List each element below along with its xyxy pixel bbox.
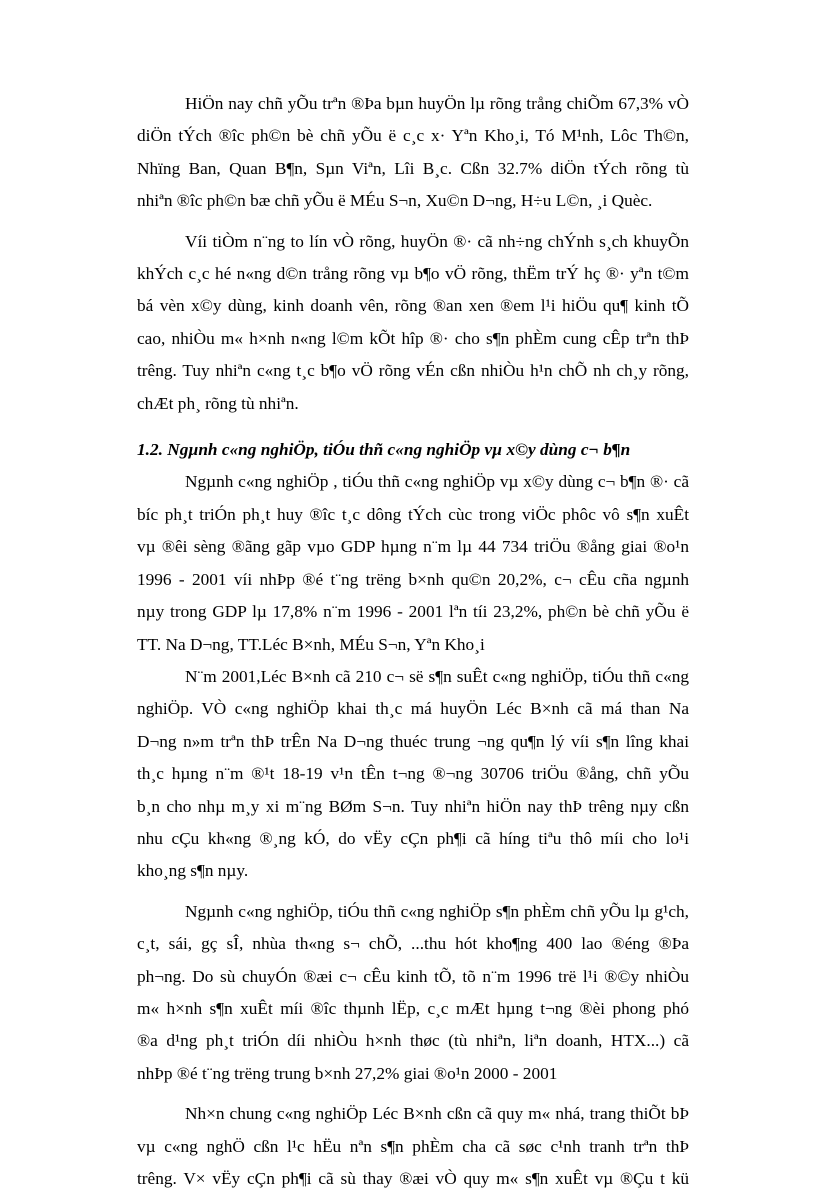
text-line: ®a d¹ng ph¸t triÓn díi nhiÒu h×nh thøc (tù nhiªn, liªn doanh, HTX...) cã [137,1031,689,1051]
text-line: trêng. V× vËy cÇn ph¶i cã sù thay ®æi vÒ quy m« s¶n xuÊt vµ ®Çu t kü [137,1169,689,1188]
text-line: b¸n cho nhµ m¸y xi m¨ng BØm S¬n. Tuy nhiªn hiÖn nay thÞ trêng nµy cßn [137,796,689,816]
text-line: m« h×nh s¶n xuÊt míi ®îc thµnh lËp, c¸c mÆt hµng t¬ng ®èi phong phó [137,998,689,1018]
text-line: khÝch c¸c hé n«ng d©n trång rõng vµ b¶o vÖ rõng, thËm trÝ hç ®· yªn t©m [137,264,689,284]
document-page [137,88,689,1195]
text-line: Ngµnh c«ng nghiÖp, tiÓu thñ c«ng nghiÖp s¶n phÈm chñ yÕu lµ g¹ch, [185,901,689,921]
text-line: Nhïng Ban, Quan B¶n, Sµn Viªn, Lîi B¸c. Cßn 32.7% diÖn tÝch rõng tù [137,158,689,178]
text-line: kho¸ng s¶n nµy. [137,861,249,881]
text-line: 1996 - 2001 víi nhÞp ®é t¨ng trëng b×nh qu©n 20,2%, c¬ cÊu cña ngµnh [137,569,689,589]
text-line: th¸c hµng n¨m ®¹t 18-19 v¹n tÊn t¬ng ®¬ng 30706 triÖu ®ång, chñ yÕu [137,764,689,784]
text-line: vµ c«ng nghÖ cßn l¹c hËu nªn s¶n phÈm cha cã søc c¹nh tranh trªn thÞ [137,1136,689,1156]
text-line: trêng. Tuy nhiªn c«ng t¸c b¶o vÖ rõng vÉn cßn nhiÒu h¹n chÕ nh ch¸y rõng, [137,361,689,381]
paragraph-forest-plantation [137,88,689,218]
text-line: Víi tiÒm n¨ng to lín vÒ rõng, huyÖn ®· cã nh÷ng chÝnh s¸ch khuyÕn [185,231,689,251]
text-line: nµy trong GDP lµ 17,8% n¨m 1996 - 2001 lªn tíi 23,2%, ph©n bè chñ yÕu ë [137,602,689,622]
text-line: TT. Na D¬ng, TT.Léc B×nh, MÉu S¬n, Yªn Kho¸i [137,634,485,654]
text-line: diÖn tÝch ®îc ph©n bè chñ yÕu ë c¸c x· Yªn Kho¸i, Tó M¹nh, Lôc Th©n, [137,126,689,146]
paragraph-conclusion [137,1098,689,1195]
text-line: D¬ng n»m trªn thÞ trÊn Na D¬ng thuéc trung ¬ng qu¶n lý víi s¶n lîng khai [137,731,689,751]
section-heading: 1.2. Ngµnh c«ng nghiÖp, tiÓu thñ c«ng nghiÖp vµ x©y dùng c¬ b¶n [137,440,631,460]
paragraph-mining [137,661,689,888]
text-line: bá vèn x©y dùng, kinh doanh vên, rõng ®an xen ®em l¹i hiÖu qu¶ kinh tÕ [137,296,689,316]
paragraph-products [137,896,689,1090]
text-line: nhu cÇu kh«ng ®¸ng kÓ, do vËy cÇn ph¶i cã híng tiªu thô míi cho lo¹i [137,828,689,848]
text-line: nhiªn ®îc ph©n bæ chñ yÕu ë MÉu S¬n, Xu©n D¬ng, H÷u L©n, ¸i Quèc. [137,191,653,211]
text-line: nghiÖp. VÒ c«ng nghiÖp khai th¸c má huyÖn Léc B×nh cã má than Na [137,699,689,719]
text-line: Nh×n chung c«ng nghiÖp Léc B×nh cßn cã quy m« nhá, trang thiÕt bÞ [185,1104,689,1124]
paragraph-industry-overview [137,466,689,660]
text-line: Ngµnh c«ng nghiÖp , tiÓu thñ c«ng nghiÖp vµ x©y dùng c¬ b¶n ®· cã [185,472,689,492]
text-line: N¨m 2001,Léc B×nh cã 210 c¬ së s¶n suÊt c«ng nghiÖp, tiÓu thñ c«ng [185,666,689,686]
text-line: c¸t, sái, gç sÎ, nhùa th«ng s¬ chÕ, ...thu hót kho¶ng 400 lao ®éng ®Þa [137,934,689,954]
text-line: nhÞp ®é t¨ng trëng trung b×nh 27,2% giai ®o¹n 2000 - 2001 [137,1063,558,1083]
text-line: chÆt ph¸ rõng tù nhiªn. [137,393,299,413]
text-line: HiÖn nay chñ yÕu trªn ®Þa bµn huyÖn lµ rõng trång chiÕm 67,3% vÒ [185,94,689,113]
text-line: ph¬ng. Do sù chuyÓn ®æi c¬ cÊu kinh tÕ, tõ n¨m 1996 trë l¹i ®©y nhiÒu [137,966,689,986]
text-line: vµ ®êi sèng ®ãng gãp vµo GDP hµng n¨m lµ 44 734 triÖu ®ång giai ®o¹n [137,537,689,557]
text-line: cao, nhiÒu m« h×nh n«ng l©m kÕt hîp ®· cho s¶n phÈm cung cÊp trªn thÞ [137,328,689,348]
text-line: bíc ph¸t triÓn ph¸t huy ®îc t¸c dông tÝch cùc trong viÖc phôc vô s¶n xuÊt [137,504,689,524]
paragraph-forest-potential [137,226,689,420]
